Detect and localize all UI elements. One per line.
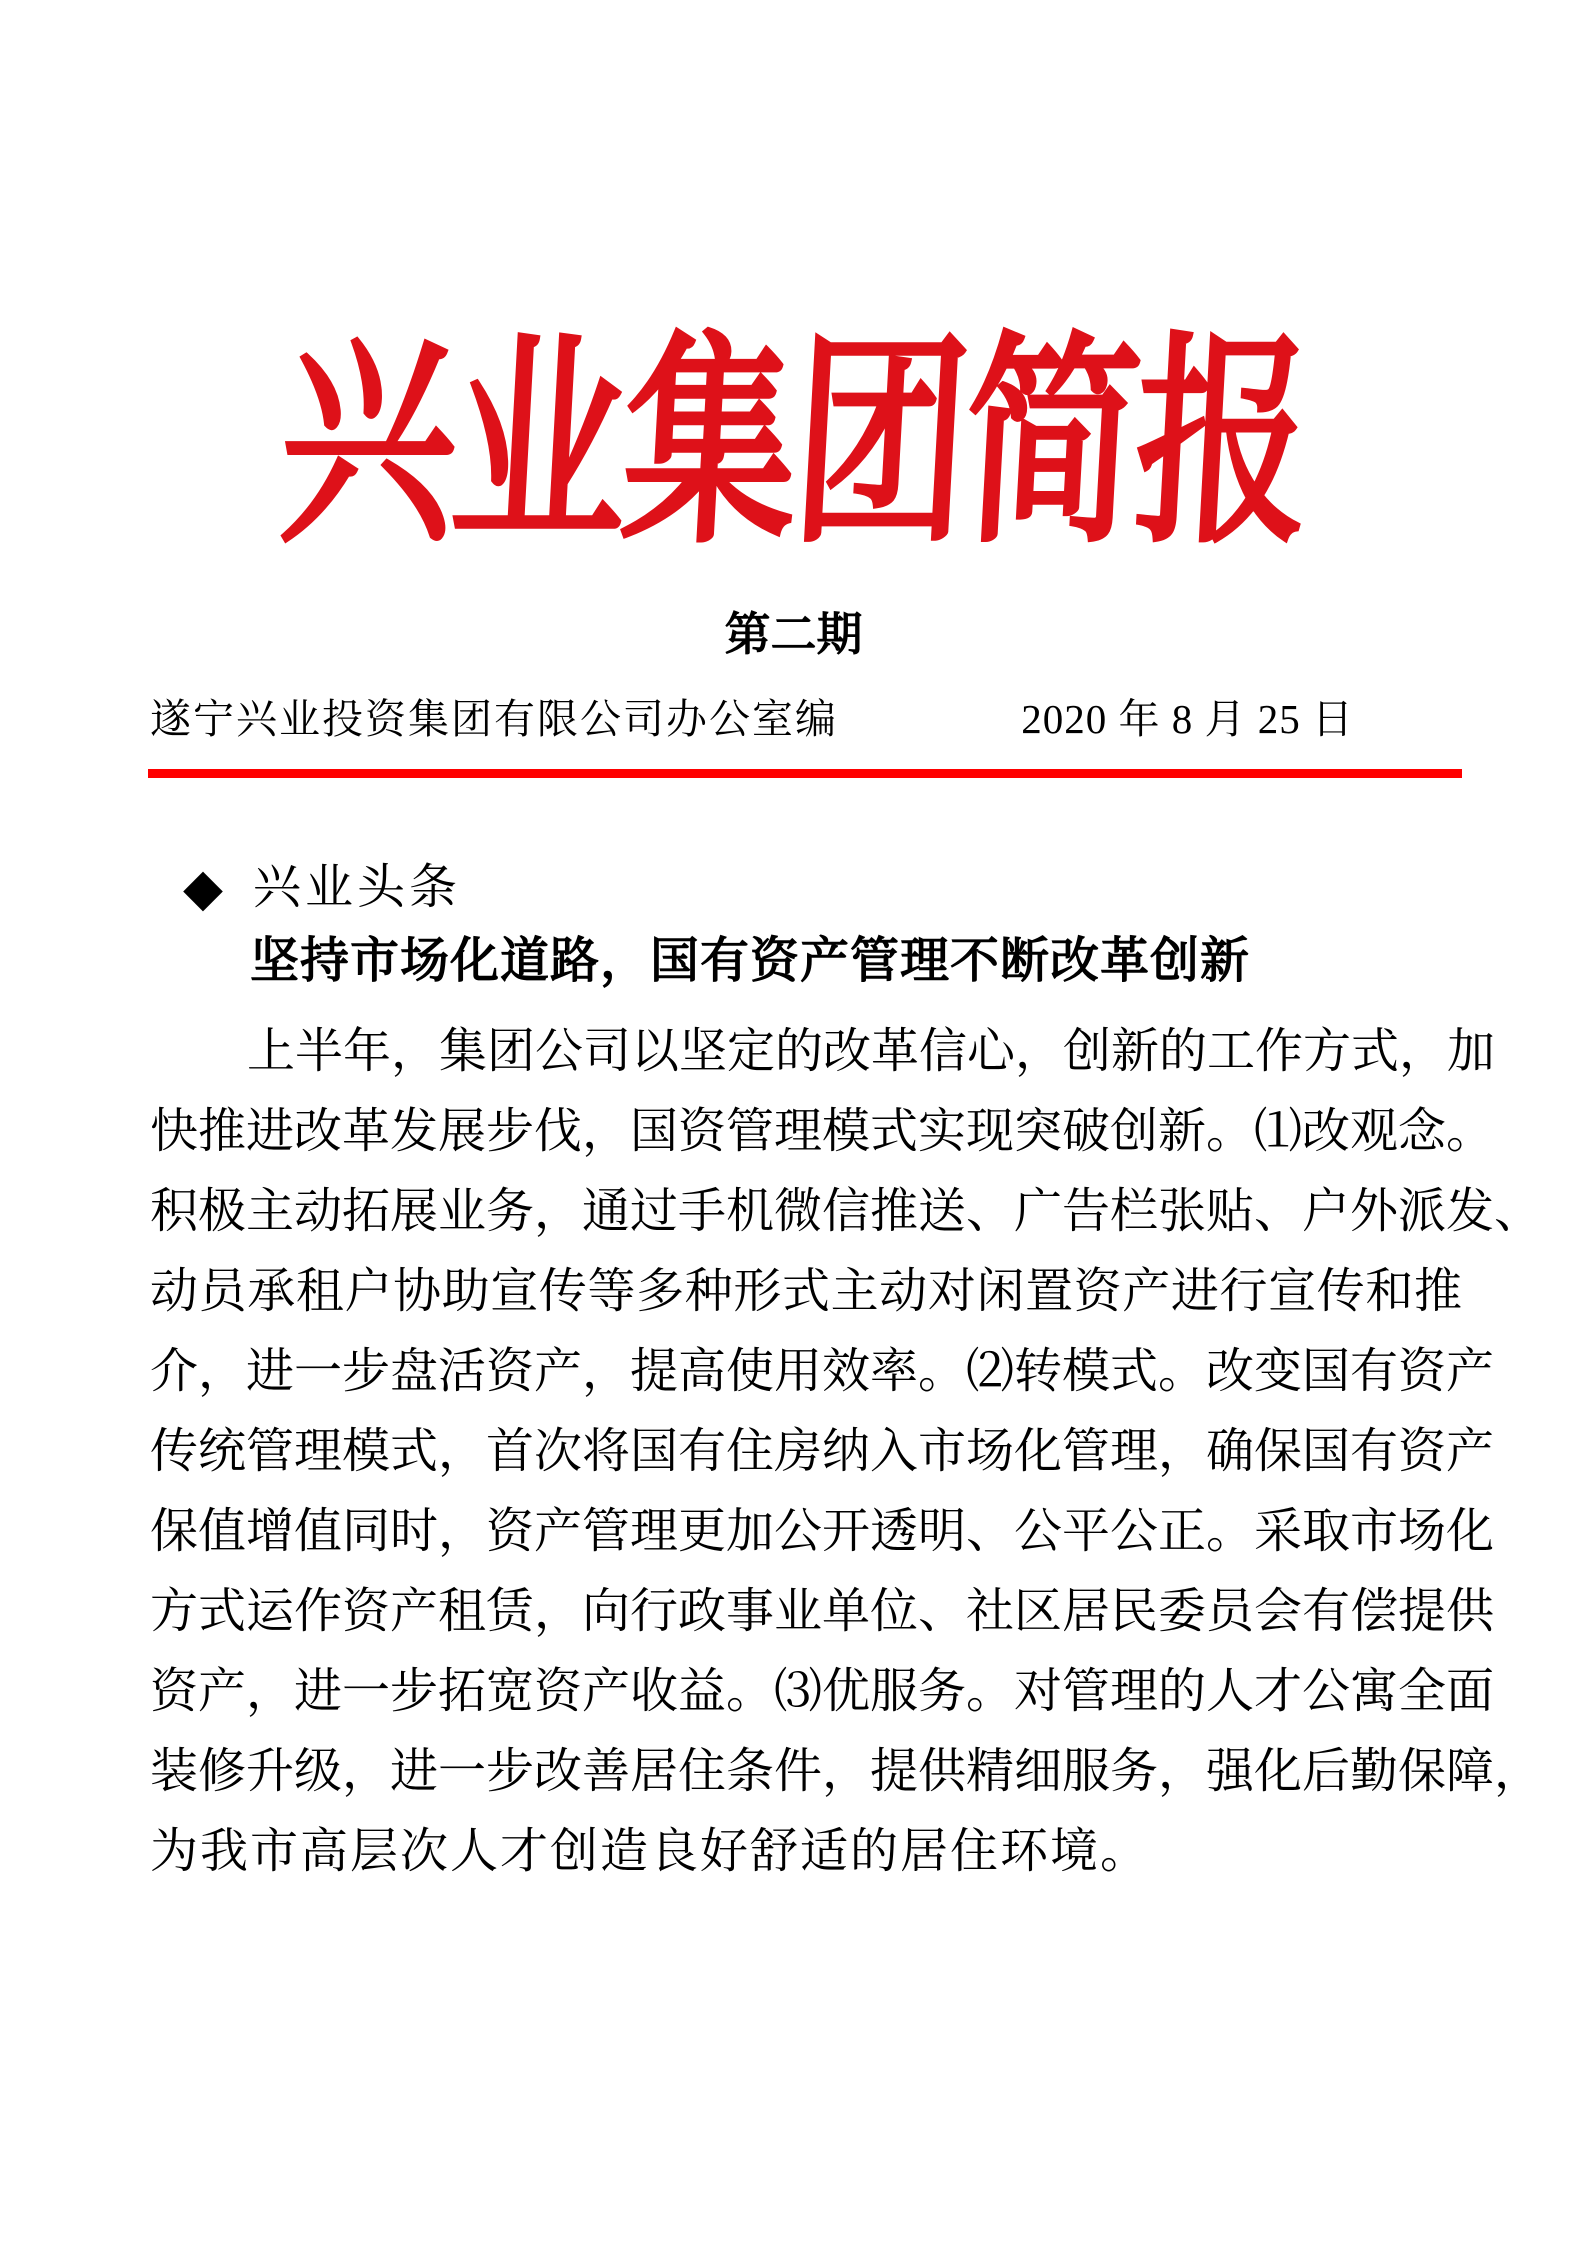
article-headline: 坚持市场化道路，国有资产管理不断改革创新: [250, 933, 1251, 988]
body-text-line: 为我市高层次人才创造良好舒适的居住环境。: [150, 1825, 1151, 1878]
diamond-bullet-icon: ◆: [183, 858, 223, 918]
masthead-title: 兴业集团简报: [274, 320, 1313, 570]
body-text-line: 资产，进一步拓宽资产收益。⑶优服务。对管理的人才公寓全面: [150, 1665, 1495, 1718]
issue-date: 2020 年 8 月 25 日: [1021, 696, 1354, 742]
body-text-line: 上半年，集团公司以坚定的改革信心，创新的工作方式，加: [247, 1025, 1496, 1078]
editor-credit: 遂宁兴业投资集团有限公司办公室编: [150, 696, 838, 742]
byline-row: [150, 688, 1462, 750]
body-text-line: 积极主动拓展业务，通过手机微信推送、广告栏张贴、户外派发、: [150, 1185, 1543, 1238]
body-text-line: 动员承租户协助宣传等多种形式主动对闲置资产进行宣传和推: [150, 1265, 1462, 1318]
body-text-line: 快推进改革发展步伐，国资管理模式实现突破创新。⑴改观念。: [150, 1105, 1495, 1158]
body-text-line: 介，进一步盘活资产，提高使用效率。⑵转模式。改变国有资产: [150, 1345, 1495, 1398]
body-text-line: 方式运作资产租赁，向行政事业单位、社区居民委员会有偿提供: [150, 1585, 1495, 1638]
body-text-line: 保值增值同时，资产管理更加公开透明、公平公正。采取市场化: [150, 1505, 1495, 1558]
section-title: 兴业头条: [253, 861, 462, 914]
body-text-line: 装修升级，进一步改善居住条件，提供精细服务，强化后勤保障，: [150, 1745, 1543, 1798]
issue-number: 第二期: [724, 608, 863, 660]
section-header: [183, 858, 461, 918]
red-divider-rule: [148, 769, 1462, 778]
body-text-line: 传统管理模式，首次将国有住房纳入市场化管理，确保国有资产: [150, 1425, 1495, 1478]
article-body: [150, 1012, 1543, 1892]
